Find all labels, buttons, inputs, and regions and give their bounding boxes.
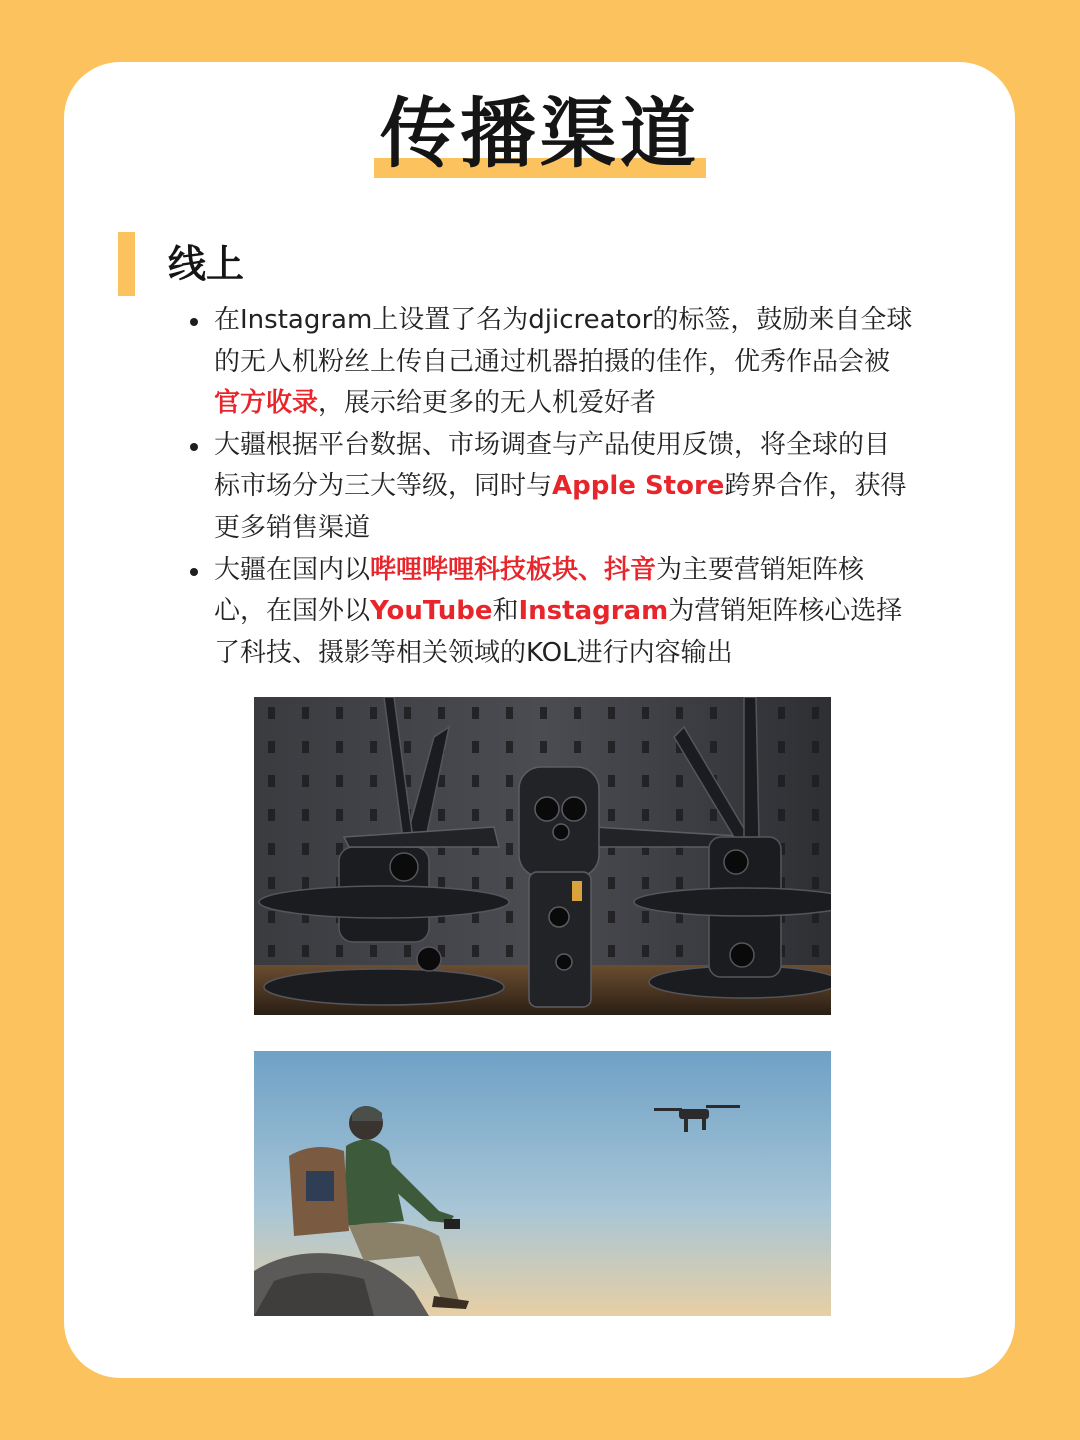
- bullet-dot-icon: [190, 568, 198, 576]
- bullet-text-part: 跨界合作，获得更多销售渠道: [214, 471, 907, 543]
- highlight-text: Apple Store: [552, 471, 725, 502]
- drones-product-photo: [254, 697, 831, 1015]
- list-item: [214, 425, 914, 550]
- list-item: [214, 300, 914, 425]
- bullet-dot-icon: [190, 318, 198, 326]
- bullet-text-part: 在Instagram上设置了名为djicreator的标签，鼓励来自全球的无人机粉丝上传自己通过机器拍摄的佳作，优秀作品会被: [214, 305, 913, 377]
- page-title: 传播渠道: [374, 88, 706, 180]
- bullet-text-part: 大疆在国内以: [214, 554, 371, 585]
- bullet-text-part: ，展示给更多的无人机爱好者: [318, 388, 657, 419]
- bullet-dot-icon: [190, 443, 198, 451]
- pilot-flying-drone-photo: [254, 1051, 831, 1316]
- bullet-text-part: 为主要营销矩阵核心，在国外以: [214, 554, 865, 627]
- bullet-text-part: 大疆根据平台数据、市场调查与产品使用反馈，将全球的目标市场分为三大等级，同时与: [214, 429, 891, 502]
- title-wrap: [0, 88, 1080, 180]
- highlight-text: 哔哩哔哩科技板块、抖音: [370, 554, 657, 585]
- bullet-text-part: 为营销矩阵核心选择了科技、摄影等相关领域的KOL进行内容输出: [214, 596, 903, 668]
- section-accent-bar: [118, 232, 135, 296]
- section-title: 线上: [168, 242, 245, 286]
- bullet-list: [214, 300, 914, 674]
- highlight-text: YouTube: [370, 596, 493, 627]
- highlight-text: Instagram: [518, 596, 669, 627]
- bullet-text-part: 和: [492, 596, 519, 627]
- list-item: [214, 550, 914, 675]
- highlight-text: 官方收录: [214, 388, 319, 419]
